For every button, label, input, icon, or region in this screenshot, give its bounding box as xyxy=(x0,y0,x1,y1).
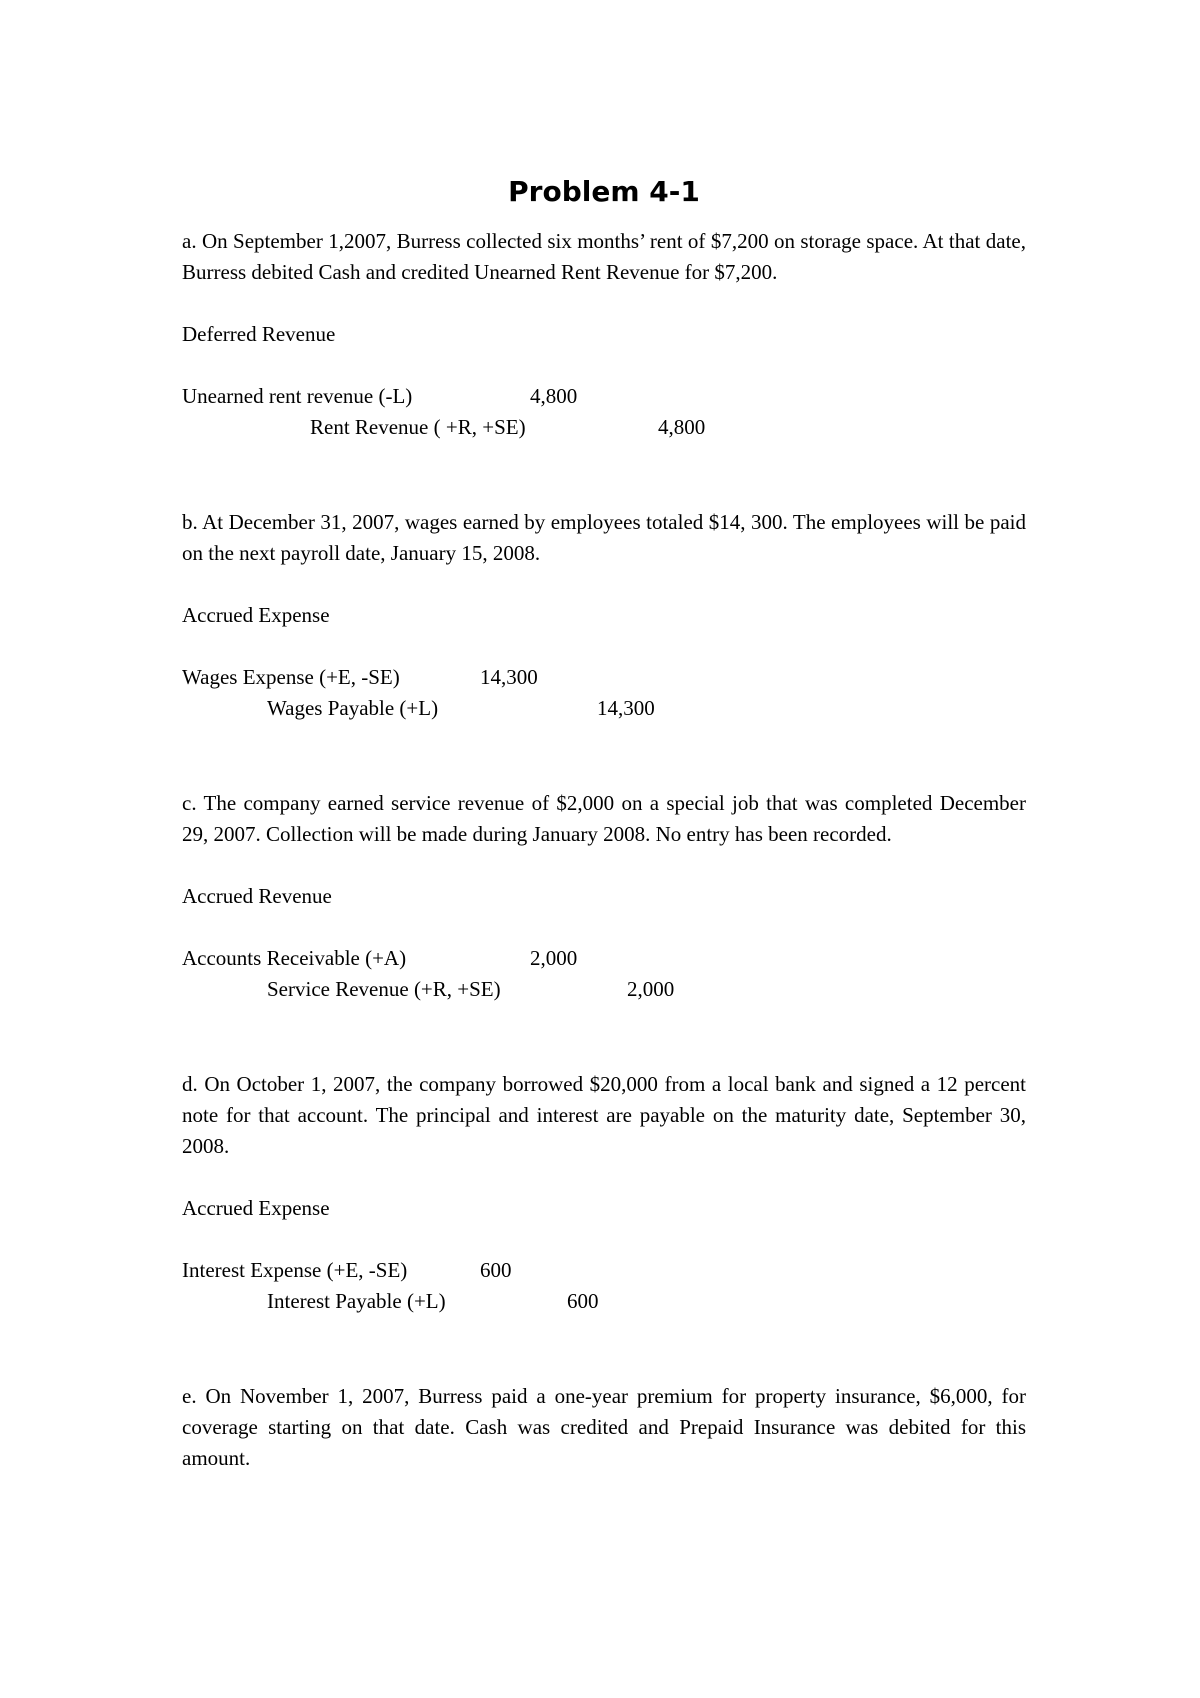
document-page xyxy=(182,170,1026,1474)
problem-b-label: Accrued Expense xyxy=(182,603,330,627)
problem-c-text: c. The company earned service revenue of $2,000 on a special job that was completed December 29, 2007. Collection will be made during January 2008. No entry has been recorded. xyxy=(182,791,1026,846)
problem-a-credit-row xyxy=(182,412,1026,443)
problem-b-debit-account: Wages Expense (+E, -SE) xyxy=(182,665,400,689)
problem-d-debit-row xyxy=(182,1255,1026,1286)
problem-c-debit-account: Accounts Receivable (+A) xyxy=(182,946,407,970)
problem-c-credit-account: Service Revenue (+R, +SE) xyxy=(267,977,501,1001)
problem-a-credit-amount: 4,800 xyxy=(658,415,706,439)
problem-b-credit-amount: 14,300 xyxy=(597,696,655,720)
problem-d-debit-account: Interest Expense (+E, -SE) xyxy=(182,1258,408,1282)
problem-a-text: a. On September 1,2007, Burress collected six months’ rent of $7,200 on storage space. At that date, Burress debited Cash and credited Unearned Rent Revenue for $7,200. xyxy=(182,229,1026,284)
problem-c-credit-amount: 2,000 xyxy=(627,977,675,1001)
problem-b-credit-row xyxy=(182,693,1026,724)
problem-b-debit-amount: 14,300 xyxy=(480,665,538,689)
problem-b-credit-account: Wages Payable (+L) xyxy=(267,696,439,720)
problem-d-credit-account: Interest Payable (+L) xyxy=(267,1289,446,1313)
problem-d-text: d. On October 1, 2007, the company borrowed $20,000 from a local bank and signed a 12 percent note for that account. The principal and interest are payable on the maturity date, September 30, 2008. xyxy=(182,1072,1026,1158)
problem-b-text: b. At December 31, 2007, wages earned by employees totaled $14, 300. The employees will be paid on the next payroll date, January 15, 2008. xyxy=(182,510,1026,565)
problem-d-debit-amount: 600 xyxy=(480,1258,512,1282)
problem-d-label: Accrued Expense xyxy=(182,1196,330,1220)
problem-c-credit-row xyxy=(182,974,1026,1005)
problem-a-label: Deferred Revenue xyxy=(182,322,336,346)
problem-a-debit-amount: 4,800 xyxy=(530,384,578,408)
problem-c-debit-amount: 2,000 xyxy=(530,946,578,970)
problem-c-debit-row xyxy=(182,943,1026,974)
problem-d-credit-amount: 600 xyxy=(567,1289,599,1313)
problem-c-label: Accrued Revenue xyxy=(182,884,332,908)
problem-a-credit-account: Rent Revenue ( +R, +SE) xyxy=(310,415,526,439)
page-title: Problem 4-1 xyxy=(508,175,700,208)
problem-e-text: e. On November 1, 2007, Burress paid a one-year premium for property insurance, $6,000, for coverage starting on that date. Cash was credited and Prepaid Insurance was debited for this amount. xyxy=(182,1384,1026,1470)
problem-d-credit-row xyxy=(182,1286,1026,1317)
problem-b-debit-row xyxy=(182,662,1026,693)
problem-a-debit-row xyxy=(182,381,1026,412)
problem-a-debit-account: Unearned rent revenue (-L) xyxy=(182,384,413,408)
